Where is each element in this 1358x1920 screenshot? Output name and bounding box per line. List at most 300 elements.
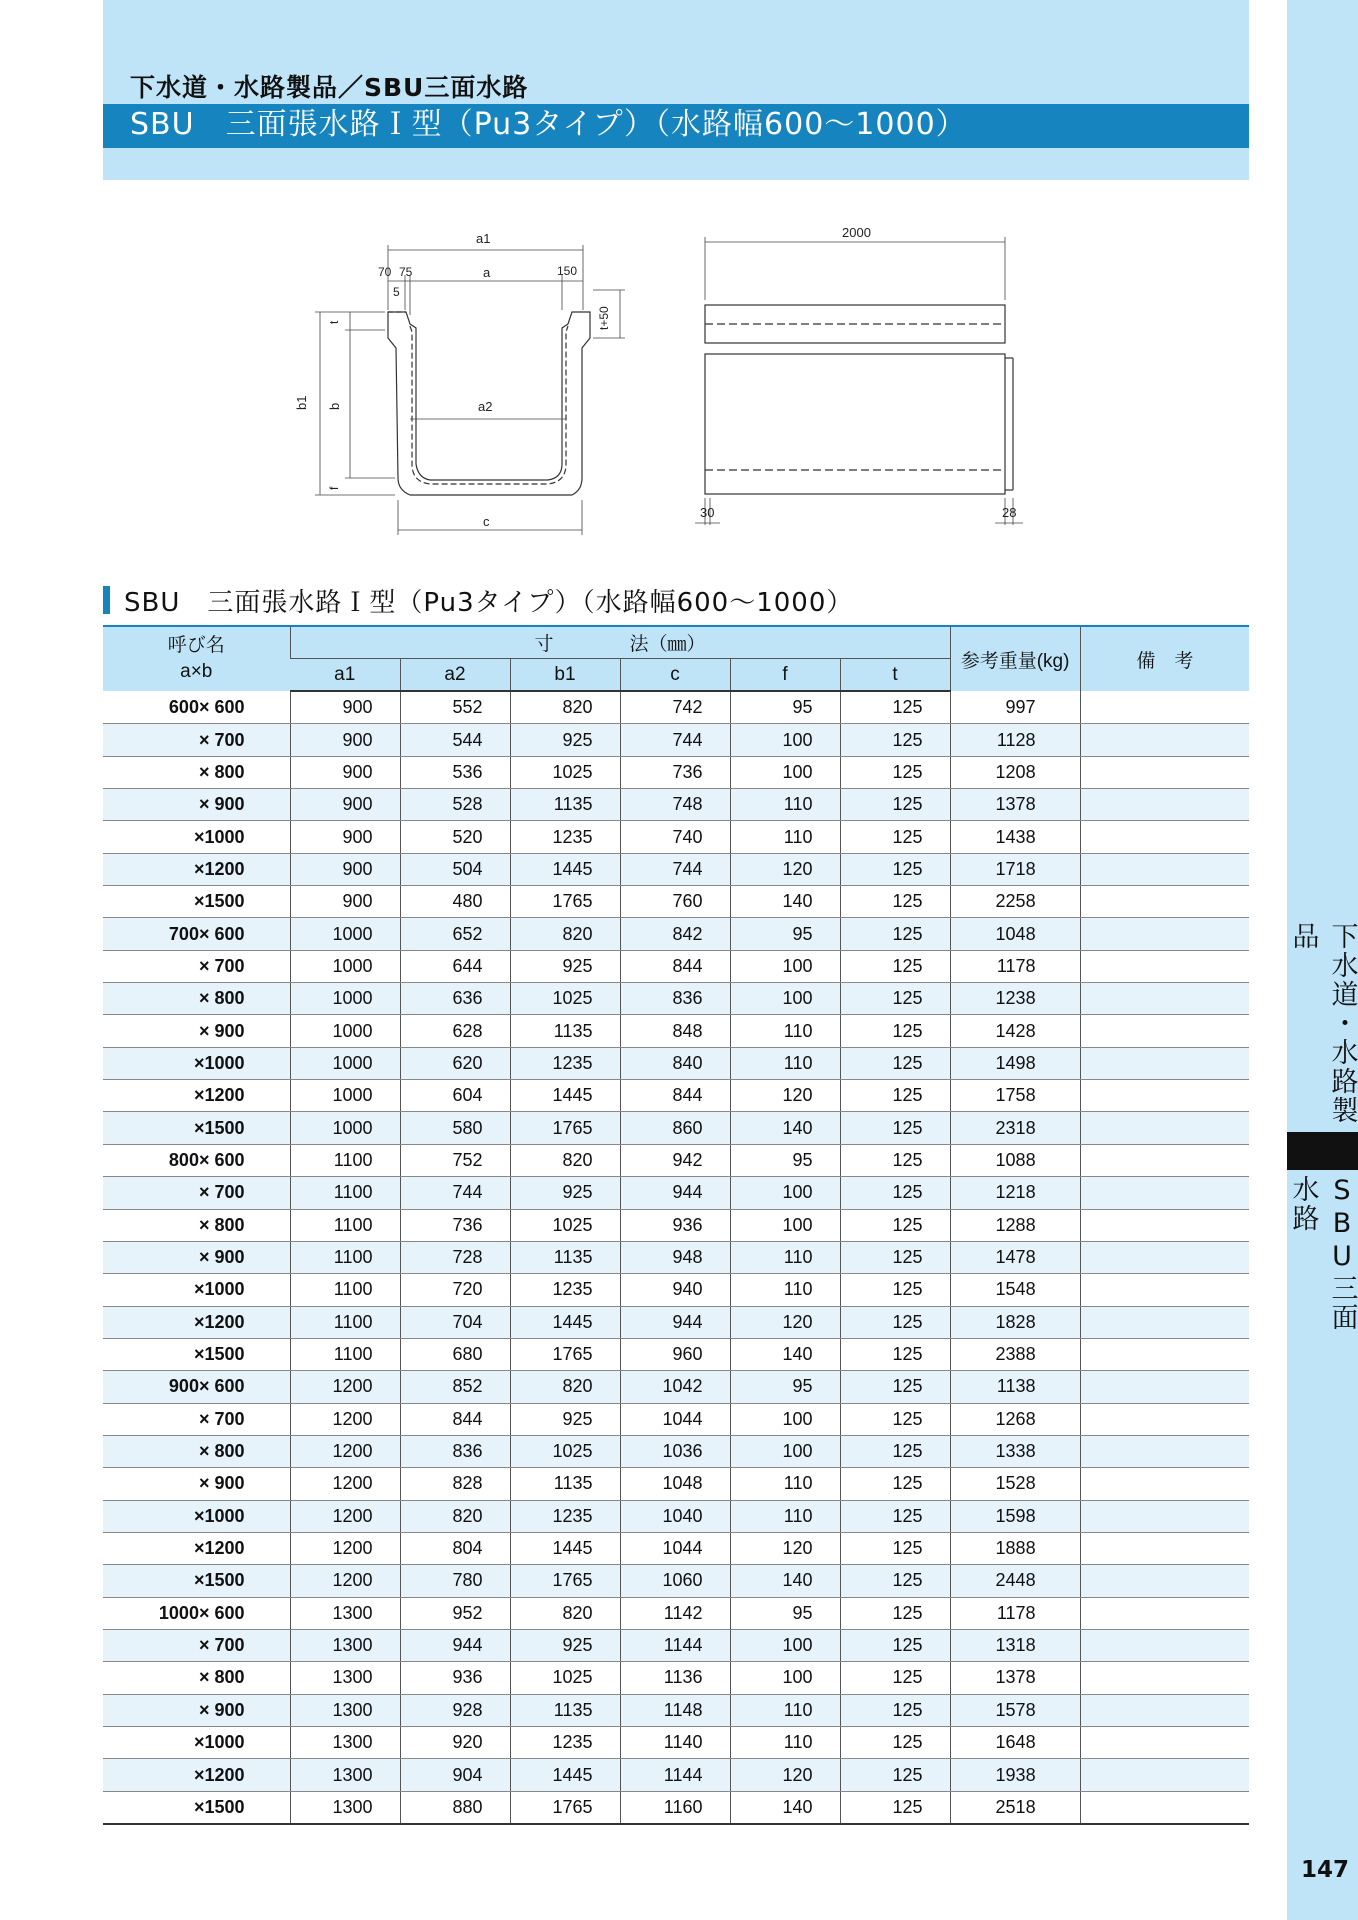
cell-dimension: 100 <box>730 1177 840 1209</box>
cell-dimension: 552 <box>400 691 510 724</box>
cell-dimension: 1025 <box>510 1209 620 1241</box>
table-row <box>103 1565 1249 1597</box>
cell-dimension: 125 <box>840 1080 950 1112</box>
cell-weight: 1478 <box>950 1241 1080 1273</box>
cell-name: × 700 <box>103 950 290 982</box>
cell-dimension: 925 <box>510 724 620 756</box>
header-weight: 参考重量(kg) <box>950 626 1080 691</box>
cell-dimension: 125 <box>840 1177 950 1209</box>
cell-dimension: 100 <box>730 724 840 756</box>
cell-dimension: 140 <box>730 1112 840 1144</box>
header-col: a1 <box>290 659 400 692</box>
cell-dimension: 900 <box>290 756 400 788</box>
cell-dimension: 1135 <box>510 1468 620 1500</box>
cell-name: ×1000 <box>103 1500 290 1532</box>
cell-dimension: 844 <box>400 1403 510 1435</box>
cell-dimension: 836 <box>620 983 730 1015</box>
cell-dimension: 942 <box>620 1144 730 1176</box>
cell-dimension: 1144 <box>620 1629 730 1661</box>
cell-dimension: 125 <box>840 1112 950 1144</box>
cell-dimension: 125 <box>840 1435 950 1467</box>
page-number: 147 <box>1300 1857 1349 1883</box>
cell-weight: 1528 <box>950 1468 1080 1500</box>
cell-remarks <box>1080 853 1249 885</box>
cell-dimension: 120 <box>730 1532 840 1564</box>
cell-dimension: 1200 <box>290 1371 400 1403</box>
cell-name: 900× 600 <box>103 1371 290 1403</box>
cell-dimension: 95 <box>730 918 840 950</box>
cell-dimension: 842 <box>620 918 730 950</box>
cell-dimension: 944 <box>400 1629 510 1661</box>
section-marker <box>103 586 110 614</box>
table-row <box>103 950 1249 982</box>
cell-dimension: 1148 <box>620 1694 730 1726</box>
table-row <box>103 1532 1249 1564</box>
cell-weight: 1378 <box>950 789 1080 821</box>
cell-dimension: 125 <box>840 1565 950 1597</box>
cell-dimension: 936 <box>400 1662 510 1694</box>
table-row <box>103 1435 1249 1467</box>
table-body <box>103 691 1249 1824</box>
table-row <box>103 1080 1249 1112</box>
table-row <box>103 918 1249 950</box>
cell-dimension: 100 <box>730 1403 840 1435</box>
section-heading-text: SBU 三面張水路Ｉ型（Pu3タイプ）（水路幅600〜1000） <box>124 587 854 618</box>
cell-name: ×1000 <box>103 821 290 853</box>
cell-weight: 1548 <box>950 1274 1080 1306</box>
section-heading <box>103 585 854 618</box>
cell-dimension: 580 <box>400 1112 510 1144</box>
cell-weight: 1338 <box>950 1435 1080 1467</box>
cell-name: 1000× 600 <box>103 1597 290 1629</box>
side-tab-product: SBU三面水路 <box>1287 1175 1358 1332</box>
cell-dimension: 720 <box>400 1274 510 1306</box>
cell-name: ×1200 <box>103 1306 290 1338</box>
cell-dimension: 820 <box>510 1371 620 1403</box>
cell-dimension: 1100 <box>290 1338 400 1370</box>
cell-dimension: 1000 <box>290 1015 400 1047</box>
cell-remarks <box>1080 1759 1249 1791</box>
cell-remarks <box>1080 1209 1249 1241</box>
cell-dimension: 652 <box>400 918 510 950</box>
cell-dimension: 936 <box>620 1209 730 1241</box>
table-row <box>103 983 1249 1015</box>
technical-drawing <box>290 220 1070 540</box>
cell-dimension: 620 <box>400 1047 510 1079</box>
cell-dimension: 125 <box>840 1597 950 1629</box>
cell-dimension: 125 <box>840 1500 950 1532</box>
cell-dimension: 1445 <box>510 1306 620 1338</box>
cell-name: ×1200 <box>103 1759 290 1791</box>
header-remarks: 備 考 <box>1080 626 1249 691</box>
table-row <box>103 1047 1249 1079</box>
cell-dimension: 820 <box>400 1500 510 1532</box>
cell-dimension: 744 <box>400 1177 510 1209</box>
cell-dimension: 125 <box>840 853 950 885</box>
cell-dimension: 1000 <box>290 983 400 1015</box>
dim-30: 30 <box>700 505 715 520</box>
table-row <box>103 1694 1249 1726</box>
cell-dimension: 644 <box>400 950 510 982</box>
table-row <box>103 724 1249 756</box>
cell-dimension: 125 <box>840 1274 950 1306</box>
cell-name: ×1500 <box>103 886 290 918</box>
cell-dimension: 100 <box>730 756 840 788</box>
cell-dimension: 1445 <box>510 1080 620 1112</box>
table-row <box>103 1727 1249 1759</box>
cell-dimension: 520 <box>400 821 510 853</box>
cell-dimension: 836 <box>400 1435 510 1467</box>
cell-dimension: 544 <box>400 724 510 756</box>
cell-weight: 1138 <box>950 1371 1080 1403</box>
header-col: t <box>840 659 950 692</box>
cell-remarks <box>1080 1047 1249 1079</box>
cell-dimension: 1140 <box>620 1727 730 1759</box>
cell-dimension: 1445 <box>510 1532 620 1564</box>
cell-dimension: 125 <box>840 1371 950 1403</box>
dim-t-plus-50: t+50 <box>597 306 611 330</box>
cell-dimension: 536 <box>400 756 510 788</box>
cell-dimension: 820 <box>510 691 620 724</box>
cell-dimension: 748 <box>620 789 730 821</box>
cell-dimension: 1060 <box>620 1565 730 1597</box>
cell-weight: 1438 <box>950 821 1080 853</box>
cell-name: × 800 <box>103 1662 290 1694</box>
cell-remarks <box>1080 1435 1249 1467</box>
header-name-line1: 呼び名 <box>167 635 225 656</box>
cell-dimension: 628 <box>400 1015 510 1047</box>
cell-dimension: 952 <box>400 1597 510 1629</box>
cell-name: ×1200 <box>103 1532 290 1564</box>
page-title: SBU 三面張水路Ｉ型（Pu3タイプ）（水路幅600〜1000） <box>130 107 967 142</box>
cell-weight: 1938 <box>950 1759 1080 1791</box>
cell-dimension: 1765 <box>510 1565 620 1597</box>
cell-dimension: 125 <box>840 1047 950 1079</box>
cell-dimension: 1100 <box>290 1177 400 1209</box>
cell-dimension: 840 <box>620 1047 730 1079</box>
cell-remarks <box>1080 1306 1249 1338</box>
cell-dimension: 925 <box>510 1629 620 1661</box>
table-row <box>103 1759 1249 1791</box>
cell-dimension: 120 <box>730 1080 840 1112</box>
table-row <box>103 1274 1249 1306</box>
cell-dimension: 744 <box>620 853 730 885</box>
cell-dimension: 95 <box>730 691 840 724</box>
cell-weight: 1428 <box>950 1015 1080 1047</box>
cell-dimension: 920 <box>400 1727 510 1759</box>
cell-dimension: 95 <box>730 1144 840 1176</box>
cell-weight: 1088 <box>950 1144 1080 1176</box>
cell-name: 800× 600 <box>103 1144 290 1176</box>
cell-dimension: 110 <box>730 1727 840 1759</box>
cell-dimension: 1235 <box>510 821 620 853</box>
cell-dimension: 110 <box>730 1015 840 1047</box>
cell-dimension: 1160 <box>620 1791 730 1824</box>
cell-dimension: 900 <box>290 886 400 918</box>
cell-dimension: 110 <box>730 1274 840 1306</box>
cell-dimension: 1025 <box>510 1435 620 1467</box>
cell-dimension: 1765 <box>510 1112 620 1144</box>
cell-dimension: 1135 <box>510 789 620 821</box>
cell-dimension: 1300 <box>290 1694 400 1726</box>
cell-remarks <box>1080 983 1249 1015</box>
cell-dimension: 944 <box>620 1306 730 1338</box>
cell-dimension: 900 <box>290 789 400 821</box>
cell-weight: 997 <box>950 691 1080 724</box>
cell-dimension: 828 <box>400 1468 510 1500</box>
cell-dimension: 1000 <box>290 950 400 982</box>
cell-dimension: 110 <box>730 821 840 853</box>
cell-dimension: 100 <box>730 950 840 982</box>
cell-dimension: 925 <box>510 1403 620 1435</box>
cell-dimension: 1135 <box>510 1015 620 1047</box>
cell-dimension: 1445 <box>510 1759 620 1791</box>
cell-name: ×1000 <box>103 1047 290 1079</box>
cell-dimension: 528 <box>400 789 510 821</box>
cell-name: 700× 600 <box>103 918 290 950</box>
cell-dimension: 1044 <box>620 1532 730 1564</box>
cell-dimension: 125 <box>840 1403 950 1435</box>
cell-dimension: 1025 <box>510 983 620 1015</box>
cell-name: × 800 <box>103 1435 290 1467</box>
cell-dimension: 125 <box>840 1791 950 1824</box>
cell-remarks <box>1080 950 1249 982</box>
cell-remarks <box>1080 1532 1249 1564</box>
cell-remarks <box>1080 1500 1249 1532</box>
cell-dimension: 844 <box>620 950 730 982</box>
cell-dimension: 1235 <box>510 1727 620 1759</box>
cell-name: ×1000 <box>103 1727 290 1759</box>
cell-weight: 1578 <box>950 1694 1080 1726</box>
cell-dimension: 900 <box>290 724 400 756</box>
cell-dimension: 1300 <box>290 1662 400 1694</box>
cell-weight: 1758 <box>950 1080 1080 1112</box>
cell-dimension: 1100 <box>290 1274 400 1306</box>
cell-weight: 1178 <box>950 1597 1080 1629</box>
cell-dimension: 1235 <box>510 1500 620 1532</box>
cell-dimension: 120 <box>730 853 840 885</box>
cell-dimension: 1135 <box>510 1241 620 1273</box>
cell-dimension: 1036 <box>620 1435 730 1467</box>
cell-name: ×1200 <box>103 853 290 885</box>
table-row <box>103 1500 1249 1532</box>
cell-remarks <box>1080 1241 1249 1273</box>
cell-weight: 2448 <box>950 1565 1080 1597</box>
cell-dimension: 1136 <box>620 1662 730 1694</box>
cell-dimension: 1200 <box>290 1532 400 1564</box>
cell-dimension: 1445 <box>510 853 620 885</box>
dim-a2: a2 <box>478 399 493 414</box>
cell-dimension: 1142 <box>620 1597 730 1629</box>
table-row <box>103 1338 1249 1370</box>
cell-dimension: 1100 <box>290 1241 400 1273</box>
header-dimensions: 寸 法（㎜） <box>290 626 950 659</box>
cell-name: × 900 <box>103 1468 290 1500</box>
table-row <box>103 1015 1249 1047</box>
cell-dimension: 125 <box>840 756 950 788</box>
cell-dimension: 1300 <box>290 1759 400 1791</box>
dim-f: f <box>327 486 341 490</box>
cell-dimension: 780 <box>400 1565 510 1597</box>
cell-weight: 1178 <box>950 950 1080 982</box>
cell-dimension: 120 <box>730 1759 840 1791</box>
cell-dimension: 125 <box>840 1144 950 1176</box>
cell-dimension: 1042 <box>620 1371 730 1403</box>
cell-dimension: 742 <box>620 691 730 724</box>
cell-name: × 900 <box>103 1015 290 1047</box>
cell-dimension: 125 <box>840 1532 950 1564</box>
cell-weight: 1048 <box>950 918 1080 950</box>
cell-dimension: 100 <box>730 1435 840 1467</box>
cell-dimension: 880 <box>400 1791 510 1824</box>
cell-dimension: 1200 <box>290 1565 400 1597</box>
dim-28: 28 <box>1002 505 1017 520</box>
cell-weight: 1888 <box>950 1532 1080 1564</box>
cell-remarks <box>1080 1403 1249 1435</box>
cell-weight: 1598 <box>950 1500 1080 1532</box>
cell-dimension: 504 <box>400 853 510 885</box>
header-col: a2 <box>400 659 510 692</box>
cell-weight: 1218 <box>950 1177 1080 1209</box>
cell-dimension: 120 <box>730 1306 840 1338</box>
cell-dimension: 1235 <box>510 1047 620 1079</box>
cell-dimension: 1300 <box>290 1727 400 1759</box>
cell-dimension: 860 <box>620 1112 730 1144</box>
cell-dimension: 1048 <box>620 1468 730 1500</box>
cell-remarks <box>1080 1565 1249 1597</box>
cell-dimension: 1135 <box>510 1694 620 1726</box>
cell-remarks <box>1080 1080 1249 1112</box>
table-row <box>103 1629 1249 1661</box>
cell-dimension: 925 <box>510 1177 620 1209</box>
cell-dimension: 804 <box>400 1532 510 1564</box>
cell-dimension: 125 <box>840 1629 950 1661</box>
cell-dimension: 125 <box>840 1694 950 1726</box>
header-col: c <box>620 659 730 692</box>
cell-dimension: 100 <box>730 1629 840 1661</box>
cell-remarks <box>1080 1629 1249 1661</box>
cell-name: × 700 <box>103 1629 290 1661</box>
table-row <box>103 1306 1249 1338</box>
side-tab-marker <box>1287 1132 1358 1170</box>
cell-remarks <box>1080 1468 1249 1500</box>
cell-dimension: 752 <box>400 1144 510 1176</box>
cell-dimension: 100 <box>730 983 840 1015</box>
cell-remarks <box>1080 821 1249 853</box>
cell-dimension: 704 <box>400 1306 510 1338</box>
cell-remarks <box>1080 756 1249 788</box>
table-header-row <box>103 626 1249 659</box>
cell-dimension: 1200 <box>290 1468 400 1500</box>
cell-remarks <box>1080 1112 1249 1144</box>
dim-a: a <box>483 265 491 280</box>
cell-dimension: 820 <box>510 1597 620 1629</box>
dim-70: 70 <box>378 265 392 279</box>
cell-name: × 800 <box>103 1209 290 1241</box>
cell-dimension: 820 <box>510 1144 620 1176</box>
cell-dimension: 1765 <box>510 886 620 918</box>
cell-dimension: 1300 <box>290 1629 400 1661</box>
cell-dimension: 740 <box>620 821 730 853</box>
table-row <box>103 821 1249 853</box>
cell-remarks <box>1080 886 1249 918</box>
cell-dimension: 1200 <box>290 1403 400 1435</box>
dim-c: c <box>483 514 490 529</box>
table-row <box>103 691 1249 724</box>
cell-dimension: 1765 <box>510 1338 620 1370</box>
table-row <box>103 1662 1249 1694</box>
cell-dimension: 636 <box>400 983 510 1015</box>
cell-name: 600× 600 <box>103 691 290 724</box>
side-view <box>705 305 1013 494</box>
side-view-dimensions <box>695 237 1023 525</box>
header-name-line2: a×b <box>180 661 213 682</box>
cell-dimension: 125 <box>840 821 950 853</box>
cell-dimension: 1200 <box>290 1435 400 1467</box>
table-row <box>103 1209 1249 1241</box>
cell-dimension: 736 <box>400 1209 510 1241</box>
header-name <box>103 626 290 691</box>
cell-dimension: 125 <box>840 1209 950 1241</box>
cell-dimension: 125 <box>840 886 950 918</box>
cell-weight: 2388 <box>950 1338 1080 1370</box>
cell-dimension: 960 <box>620 1338 730 1370</box>
cell-dimension: 904 <box>400 1759 510 1791</box>
table-row <box>103 1468 1249 1500</box>
cell-dimension: 125 <box>840 1759 950 1791</box>
cell-dimension: 1235 <box>510 1274 620 1306</box>
cell-remarks <box>1080 724 1249 756</box>
cell-dimension: 1300 <box>290 1597 400 1629</box>
cell-remarks <box>1080 1597 1249 1629</box>
dim-b: b <box>327 402 342 410</box>
cell-dimension: 1765 <box>510 1791 620 1824</box>
cell-dimension: 1000 <box>290 1047 400 1079</box>
cell-remarks <box>1080 1274 1249 1306</box>
dim-t: t <box>327 320 341 324</box>
cell-dimension: 100 <box>730 1209 840 1241</box>
cell-remarks <box>1080 1371 1249 1403</box>
table-row <box>103 1144 1249 1176</box>
cell-dimension: 125 <box>840 983 950 1015</box>
cell-dimension: 900 <box>290 821 400 853</box>
cell-weight: 1648 <box>950 1727 1080 1759</box>
cell-weight: 1208 <box>950 756 1080 788</box>
side-tab-category: 下水道・水路製品 <box>1287 922 1358 1125</box>
cell-dimension: 760 <box>620 886 730 918</box>
cell-name: × 900 <box>103 1241 290 1273</box>
cell-dimension: 1100 <box>290 1144 400 1176</box>
cell-dimension: 1100 <box>290 1209 400 1241</box>
table-row <box>103 1403 1249 1435</box>
cell-dimension: 110 <box>730 1500 840 1532</box>
cell-weight: 2258 <box>950 886 1080 918</box>
cell-dimension: 140 <box>730 1338 840 1370</box>
cell-weight: 1378 <box>950 1662 1080 1694</box>
cell-dimension: 125 <box>840 950 950 982</box>
dim-5: 5 <box>393 285 400 299</box>
cell-dimension: 604 <box>400 1080 510 1112</box>
cell-dimension: 110 <box>730 1047 840 1079</box>
table-row <box>103 1112 1249 1144</box>
cell-name: × 700 <box>103 724 290 756</box>
cell-name: ×1500 <box>103 1112 290 1144</box>
cell-dimension: 95 <box>730 1371 840 1403</box>
cell-dimension: 744 <box>620 724 730 756</box>
cell-dimension: 1000 <box>290 1080 400 1112</box>
cell-remarks <box>1080 1144 1249 1176</box>
cell-dimension: 125 <box>840 789 950 821</box>
